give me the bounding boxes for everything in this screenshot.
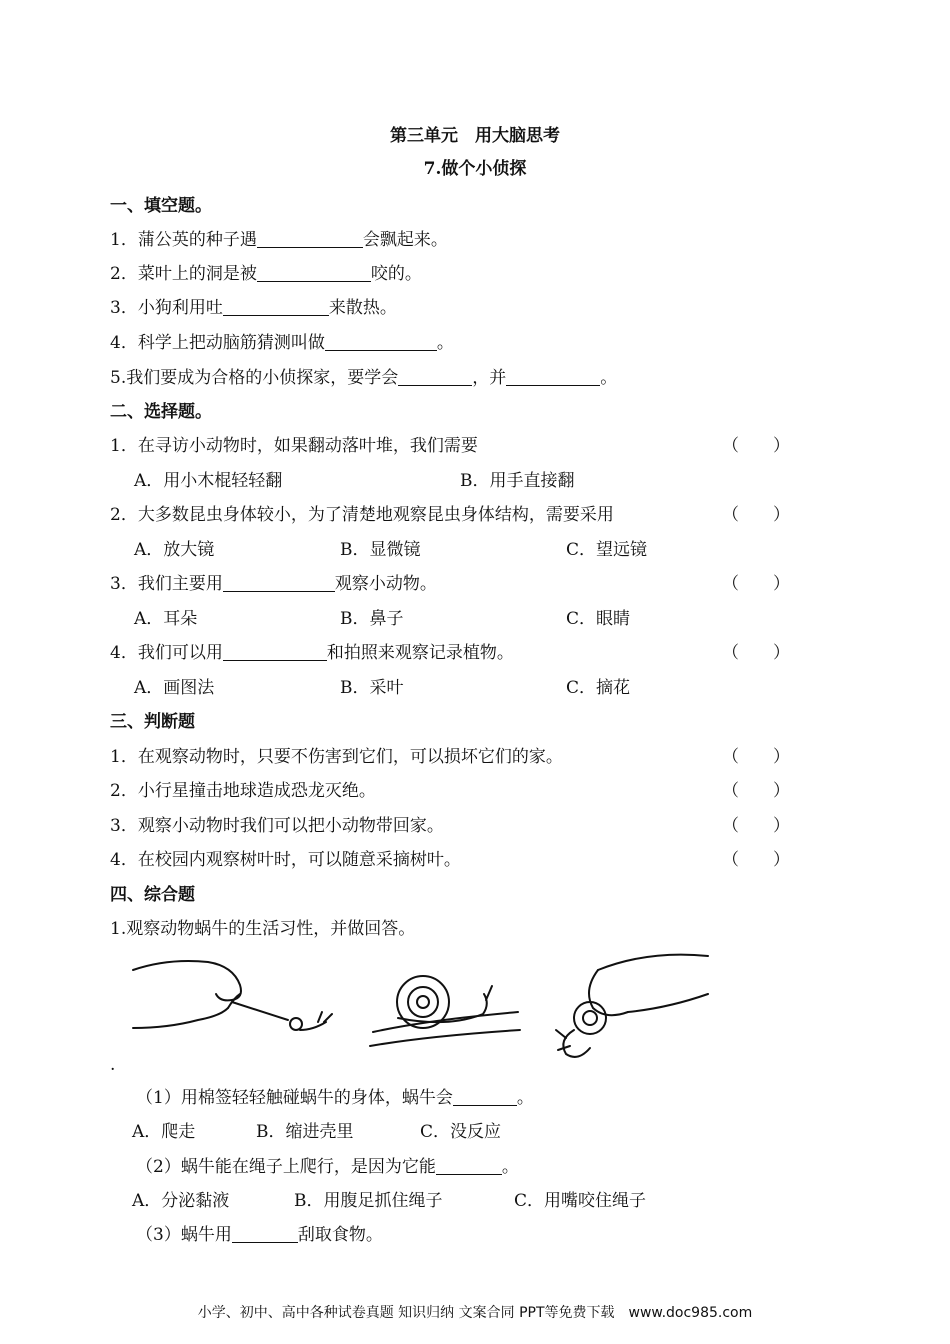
judge-q2-text: 2．小行星撞击地球造成恐龙灭绝。 bbox=[110, 781, 376, 801]
answer-paren[interactable]: （ ） bbox=[722, 850, 790, 870]
choice-q1-text: 1．在寻访小动物时，如果翻动落叶堆，我们需要 bbox=[110, 436, 478, 456]
option-c[interactable]: C．摘花 bbox=[566, 678, 631, 698]
q-text: 小狗利用吐 bbox=[137, 298, 223, 318]
q-text: 。 bbox=[501, 1157, 519, 1177]
answer-blank[interactable] bbox=[223, 573, 335, 592]
answer-blank[interactable] bbox=[398, 367, 472, 386]
answer-paren[interactable]: （ ） bbox=[722, 643, 790, 663]
option-b[interactable]: B．缩进壳里 bbox=[256, 1122, 354, 1142]
q-text: 。 bbox=[600, 368, 618, 388]
q-text: （2）蜗牛能在绳子上爬行，是因为它能 bbox=[136, 1157, 436, 1177]
answer-paren[interactable]: （ ） bbox=[722, 747, 790, 767]
answer-paren[interactable]: （ ） bbox=[722, 816, 790, 836]
answer-blank[interactable] bbox=[436, 1156, 502, 1175]
section-4-title: 四、综合题 bbox=[110, 885, 195, 905]
choice-q3-text bbox=[110, 573, 437, 595]
unit-title: 第三单元 用大脑思考 bbox=[390, 126, 560, 146]
section-1-title: 一、填空题。 bbox=[110, 196, 212, 216]
option-c[interactable]: C．望远镜 bbox=[566, 540, 648, 560]
option-a[interactable]: A．爬走 bbox=[132, 1122, 196, 1142]
answer-blank[interactable] bbox=[325, 332, 437, 351]
option-b[interactable]: B．采叶 bbox=[340, 678, 404, 698]
answer-blank[interactable] bbox=[506, 367, 600, 386]
answer-paren[interactable]: （ ） bbox=[722, 436, 790, 456]
option-a[interactable]: A．用小木棍轻轻翻 bbox=[134, 471, 283, 491]
option-a[interactable]: A．画图法 bbox=[134, 678, 215, 698]
option-c[interactable]: C．没反应 bbox=[420, 1122, 502, 1142]
answer-blank[interactable] bbox=[223, 297, 329, 316]
hand-holding-snail-icon bbox=[556, 955, 708, 1057]
q-num: 1． bbox=[110, 230, 138, 250]
answer-blank[interactable] bbox=[232, 1224, 298, 1243]
fill-q4 bbox=[110, 332, 454, 354]
section-3-title: 三、判断题 bbox=[110, 712, 195, 732]
lesson-title: 7.做个小侦探 bbox=[423, 159, 527, 179]
answer-paren[interactable]: （ ） bbox=[722, 505, 790, 525]
sub-q3 bbox=[136, 1224, 383, 1246]
q-text: 。 bbox=[436, 333, 454, 353]
q-text: 3．我们主要用 bbox=[110, 574, 223, 594]
answer-blank[interactable] bbox=[257, 229, 363, 248]
option-a[interactable]: A．耳朵 bbox=[134, 609, 198, 629]
option-b[interactable]: B．鼻子 bbox=[340, 609, 404, 629]
dot-marker: . bbox=[110, 1055, 116, 1075]
judge-q3-text: 3．观察小动物时我们可以把小动物带回家。 bbox=[110, 816, 444, 836]
q-num: 5. bbox=[110, 368, 127, 388]
snail-on-branch-icon bbox=[370, 976, 520, 1046]
q-text: 我们要成为合格的小侦探家，要学会 bbox=[126, 368, 399, 388]
option-b[interactable]: B．显微镜 bbox=[340, 540, 421, 560]
snail-illustrations bbox=[128, 950, 728, 1070]
hand-swab-icon bbox=[133, 961, 332, 1030]
answer-blank[interactable] bbox=[223, 642, 327, 661]
q-text: 观察小动物。 bbox=[334, 574, 437, 594]
fill-q5 bbox=[110, 367, 617, 389]
sub-q1 bbox=[136, 1087, 534, 1109]
fill-q1 bbox=[110, 229, 448, 251]
answer-paren[interactable]: （ ） bbox=[722, 574, 790, 594]
choice-q2-text: 2．大多数昆虫身体较小，为了清楚地观察昆虫身体结构，需要采用 bbox=[110, 505, 614, 525]
option-b[interactable]: B．用腹足抓住绳子 bbox=[294, 1191, 443, 1211]
q-text: 会飘起来。 bbox=[362, 230, 448, 250]
q-num: 2． bbox=[110, 264, 138, 284]
comprehensive-intro: 1.观察动物蜗牛的生活习性，并做回答。 bbox=[110, 919, 416, 939]
q-text: 4．我们可以用 bbox=[110, 643, 223, 663]
option-b[interactable]: B．用手直接翻 bbox=[460, 471, 575, 491]
q-num: 3． bbox=[110, 298, 138, 318]
option-c[interactable]: C．眼睛 bbox=[566, 609, 631, 629]
fill-q2 bbox=[110, 263, 422, 285]
q-text: 刮取食物。 bbox=[297, 1225, 383, 1245]
q-text: 和拍照来观察记录植物。 bbox=[326, 643, 514, 663]
option-a[interactable]: A．放大镜 bbox=[134, 540, 215, 560]
q-num: 4． bbox=[110, 333, 138, 353]
q-text: 菜叶上的洞是被 bbox=[137, 264, 257, 284]
answer-blank[interactable] bbox=[453, 1087, 517, 1106]
judge-q4-text: 4．在校园内观察树叶时，可以随意采摘树叶。 bbox=[110, 850, 461, 870]
footer-text: 小学、初中、高中各种试卷真题 知识归纳 文案合同 PPT等免费下载 www.doc985.com bbox=[197, 1305, 753, 1321]
q-text: 蒲公英的种子遇 bbox=[137, 230, 257, 250]
answer-blank[interactable] bbox=[257, 263, 371, 282]
option-c[interactable]: C．用嘴咬住绳子 bbox=[514, 1191, 647, 1211]
q-text: 来散热。 bbox=[328, 298, 397, 318]
q-text: ，并 bbox=[472, 368, 507, 388]
q-text: 咬的。 bbox=[370, 264, 422, 284]
choice-q4-text bbox=[110, 642, 514, 664]
judge-q1-text: 1．在观察动物时，只要不伤害到它们，可以损坏它们的家。 bbox=[110, 747, 563, 767]
q-text: 。 bbox=[516, 1088, 534, 1108]
answer-paren[interactable]: （ ） bbox=[722, 781, 790, 801]
sub-q2 bbox=[136, 1156, 519, 1178]
q-text: （1）用棉签轻轻触碰蜗牛的身体，蜗牛会 bbox=[136, 1088, 453, 1108]
q-text: 科学上把动脑筋猜测叫做 bbox=[137, 333, 325, 353]
fill-q3 bbox=[110, 297, 397, 319]
q-text: （3）蜗牛用 bbox=[136, 1225, 232, 1245]
section-2-title: 二、选择题。 bbox=[110, 402, 212, 422]
option-a[interactable]: A．分泌黏液 bbox=[132, 1191, 230, 1211]
